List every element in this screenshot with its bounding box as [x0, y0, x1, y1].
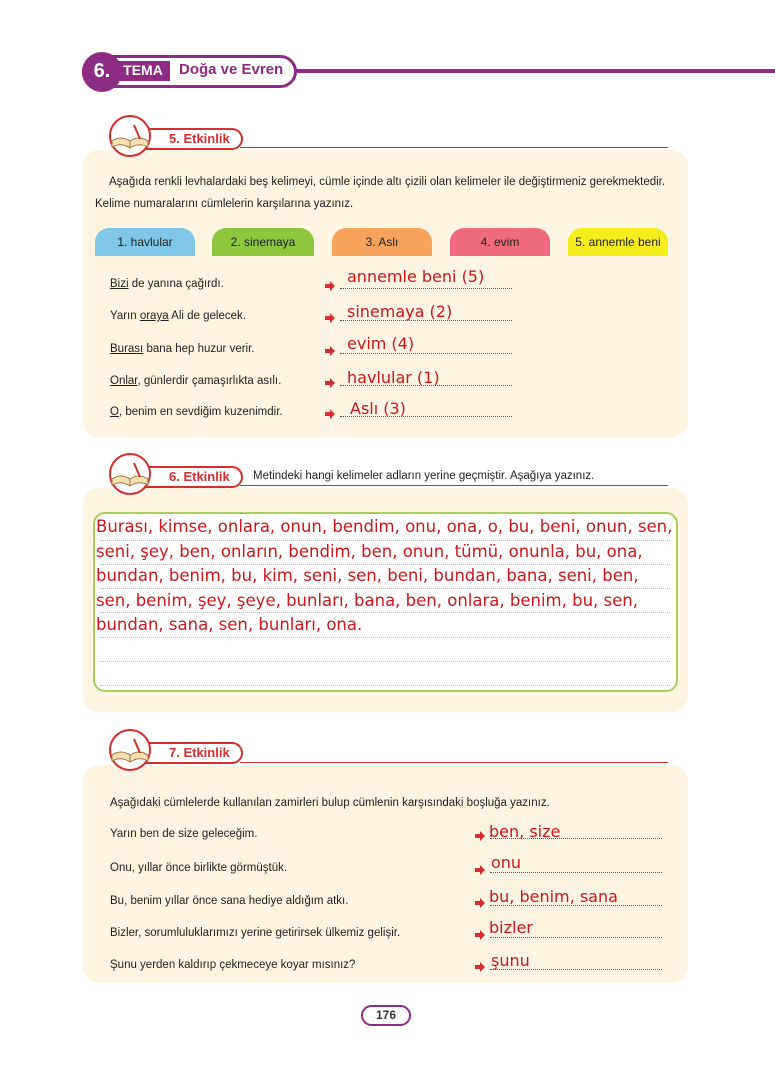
activity5-sentence-4 [110, 375, 281, 387]
word-tab-label: 1. havlular [117, 235, 173, 249]
activity7-answer-5: şunu [491, 951, 530, 970]
activity5-instruction: Aşağıda renkli levhalardaki beş kelimeyi, cümle içinde altı çizili olan kelimeler ile değiştirmeniz gerekmektedir. Kelime numaralarını cümlelerin karşılarına yazınız. [95, 176, 666, 210]
activity5-answer-3: evim (4) [347, 334, 415, 353]
activity7-title-pill [145, 742, 243, 764]
arrow-right-icon [325, 378, 335, 388]
arrow-right-icon [325, 281, 335, 291]
page-number: 176 [375, 1008, 397, 1022]
word-tab-label: 2. sinemaya [230, 235, 296, 249]
activity5-sentence-2 [110, 310, 246, 322]
underlined-word: Burası [110, 343, 144, 355]
activity7-answer-1: ben, size [489, 822, 561, 841]
arrow-right-icon [325, 346, 335, 356]
activity6-title: 6. Etkinlik [169, 469, 230, 484]
underlined-word: oraya [139, 310, 169, 322]
activity7-sentence-2: Onu, yıllar önce birlikte görmüştük. [110, 862, 288, 874]
ruled-line [100, 661, 670, 662]
theme-number: 6. [93, 60, 111, 82]
sentence-rest: , benim en sevdiğim kuzenimdir. [118, 406, 283, 418]
activity5-sentence-1 [110, 278, 224, 290]
underlined-word: Bizi [110, 278, 129, 290]
answer-line [490, 872, 662, 873]
activity5-answer-2: sinemaya (2) [347, 302, 453, 321]
underlined-word: Onlar [110, 375, 138, 387]
activity7-sentence-5: Şunu yerden kaldırıp çekmeceye koyar mısınız? [110, 959, 356, 971]
arrow-right-icon [325, 313, 335, 323]
activity6-instruction: Metindeki hangi kelimeler adların yerine geçmiştir. Aşağıya yazınız. [253, 470, 595, 482]
word-tab-5 [568, 228, 668, 256]
activity5-answer-4: havlular (1) [347, 368, 440, 387]
activity5-sentence-5 [110, 406, 283, 418]
word-tab-1 [95, 228, 195, 256]
open-book-icon [104, 115, 156, 157]
sentence-rest: Ali de gelecek. [168, 310, 246, 322]
word-tab-4 [450, 228, 550, 256]
activity7-rule [240, 762, 668, 763]
sentence-rest: , günlerdir çamaşırlıkta asılı. [137, 375, 282, 387]
activity7-sentence-4: Bizler, sorumluluklarımızı yerine getirirsek ülkemiz gelişir. [110, 927, 401, 939]
activity5-answer-1: annemle beni (5) [347, 267, 485, 286]
answer-line [340, 353, 512, 354]
activity7-answer-3: bu, benim, sana [489, 887, 618, 906]
sentence-rest: de yanına çağırdı. [128, 278, 224, 290]
activity6-rule [240, 485, 668, 486]
activity7-sentence-3: Bu, benim yıllar önce sana hediye aldığım atkı. [110, 895, 349, 907]
arrow-right-icon [325, 409, 335, 419]
word-tab-label: 5. annemle beni [575, 235, 661, 249]
underlined-word: O [110, 406, 119, 418]
activity6-title-pill [145, 466, 243, 488]
activity7-answer-4: bizler [489, 918, 533, 937]
theme-label: TEMA [123, 62, 163, 78]
word-tab-3 [332, 228, 432, 256]
activity5-sentence-3 [110, 343, 255, 355]
sentence-rest: bana hep huzur verir. [143, 343, 255, 355]
arrow-right-icon [475, 962, 485, 972]
arrow-right-icon [475, 898, 485, 908]
theme-title: Doğa ve Evren [179, 61, 284, 78]
activity5-answer-5: Aslı (3) [350, 399, 406, 418]
header-rule [290, 69, 775, 73]
word-tab-2 [212, 228, 314, 256]
arrow-right-icon [475, 865, 485, 875]
activity7-instruction: Aşağıdaki cümlelerde kullanılan zamirleri bulup cümlenin karşısındaki boşluğa yazınız. [110, 797, 550, 809]
activity5-title: 5. Etkinlik [169, 131, 230, 146]
activity6-answer: Burası, kimse, onlara, onun, bendim, onu, ona, o, bu, beni, onun, sen, seni, şey, ben, onların, bendim, ben, onun, tümü, onunla, bu, ona, bundan, benim, bu, kim, seni, sen, beni, bundan, bana, seni, ben, sen, benim, şey, şeye, bunları, bana, ben, onlara, benim, bu, sen, bundan, sana, sen, bunları, ona. [96, 517, 673, 634]
ruled-line [100, 685, 670, 686]
word-tab-label: 4. evim [480, 235, 520, 249]
arrow-right-icon [475, 930, 485, 940]
answer-line [340, 288, 512, 289]
sentence-pre: Yarın [110, 310, 140, 322]
activity5-rule [240, 147, 668, 148]
word-tab-label: 3. Aslı [365, 235, 399, 249]
activity7-answer-2: onu [491, 853, 522, 872]
activity7-title: 7. Etkinlik [169, 745, 230, 760]
open-book-icon [104, 729, 156, 771]
answer-line [490, 937, 662, 938]
activity5-title-pill [145, 128, 243, 150]
open-book-icon [104, 453, 156, 495]
activity7-sentence-1: Yarın ben de size geleceğim. [110, 828, 258, 840]
arrow-right-icon [475, 831, 485, 841]
